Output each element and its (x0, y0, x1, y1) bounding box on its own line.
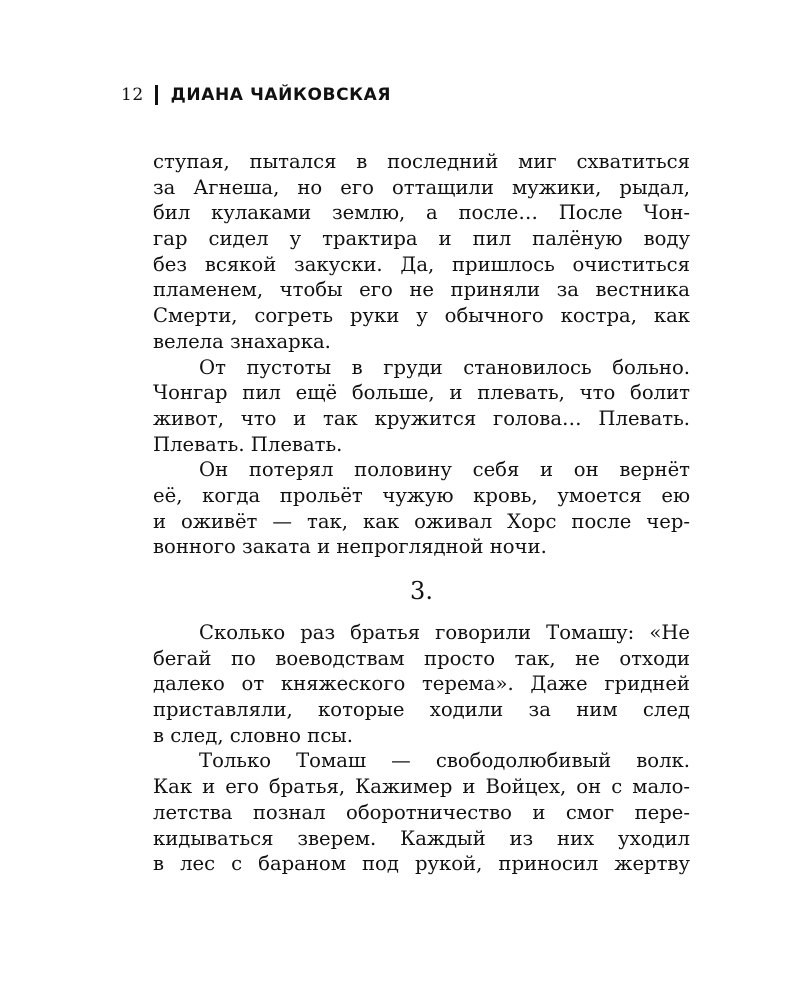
text-line: её, когда прольёт чужую кровь, умоется ею (153, 483, 690, 507)
text-line: приставляли, которые ходили за ним след (153, 698, 690, 722)
text-line: ступая, пытался в последний миг схватиться (153, 150, 690, 173)
text-line: летства познал оборотничество и смог пере- (153, 800, 690, 824)
paragraph-4 (153, 620, 690, 748)
text-line: Только Томаш — свободолюбивый волк. (199, 749, 690, 773)
paragraph-2 (153, 355, 690, 458)
text-line: Смерти, согреть руки у обычного костра, как (153, 304, 690, 328)
running-header (121, 84, 391, 106)
text-line: без всякой закуски. Да, пришлось очиститься (153, 252, 690, 276)
text-line: Сколько раз братья говорили Томашу: «Не (199, 621, 690, 644)
text-line: бил кулаками землю, а после… После Чон- (153, 201, 690, 225)
text-line: за Агнеша, но его оттащили мужики, рыдал, (153, 175, 690, 199)
text-line: бегай по воеводствам просто так, не отходи (153, 646, 690, 670)
chapter-heading: 3. (410, 577, 433, 605)
text-line: Плевать. Плевать. (153, 432, 343, 456)
author-name: ДИАНА ЧАЙКОВСКАЯ (170, 85, 392, 105)
text-line: гар сидел у трактира и пил палёную воду (153, 227, 690, 251)
page-number: 12 (121, 85, 144, 105)
paragraph-1 (153, 149, 690, 355)
text-line: вонного заката и непроглядной ночи. (153, 535, 547, 559)
text-line: велела знахарка. (153, 329, 331, 353)
paragraph-3 (153, 457, 690, 560)
paragraph-5 (153, 748, 690, 876)
header-divider (155, 85, 158, 105)
text-line: пламенем, чтобы его не приняли за вестника (153, 278, 690, 302)
text-line: живот, что и так кружится голова… Плевать. (153, 406, 690, 430)
text-line: в след, словно псы. (153, 723, 353, 747)
text-line: в лес с бараном под рукой, приносил жертву (153, 852, 690, 876)
page-body (153, 149, 690, 877)
text-line: и оживёт — так, как оживал Хорс после чер- (153, 509, 690, 533)
text-line: Он потерял половину себя и он вернёт (199, 458, 690, 482)
text-line: От пустоты в груди становилось больно. (199, 355, 690, 379)
text-line: кидываться зверем. Каждый из них уходил (153, 826, 690, 850)
text-line: Как и его братья, Кажимер и Войцех, он с мало- (153, 775, 690, 799)
text-line: Чонгар пил ещё больше, и плевать, что болит (153, 381, 690, 405)
text-line: далеко от княжеского терема». Даже гридней (153, 672, 690, 696)
